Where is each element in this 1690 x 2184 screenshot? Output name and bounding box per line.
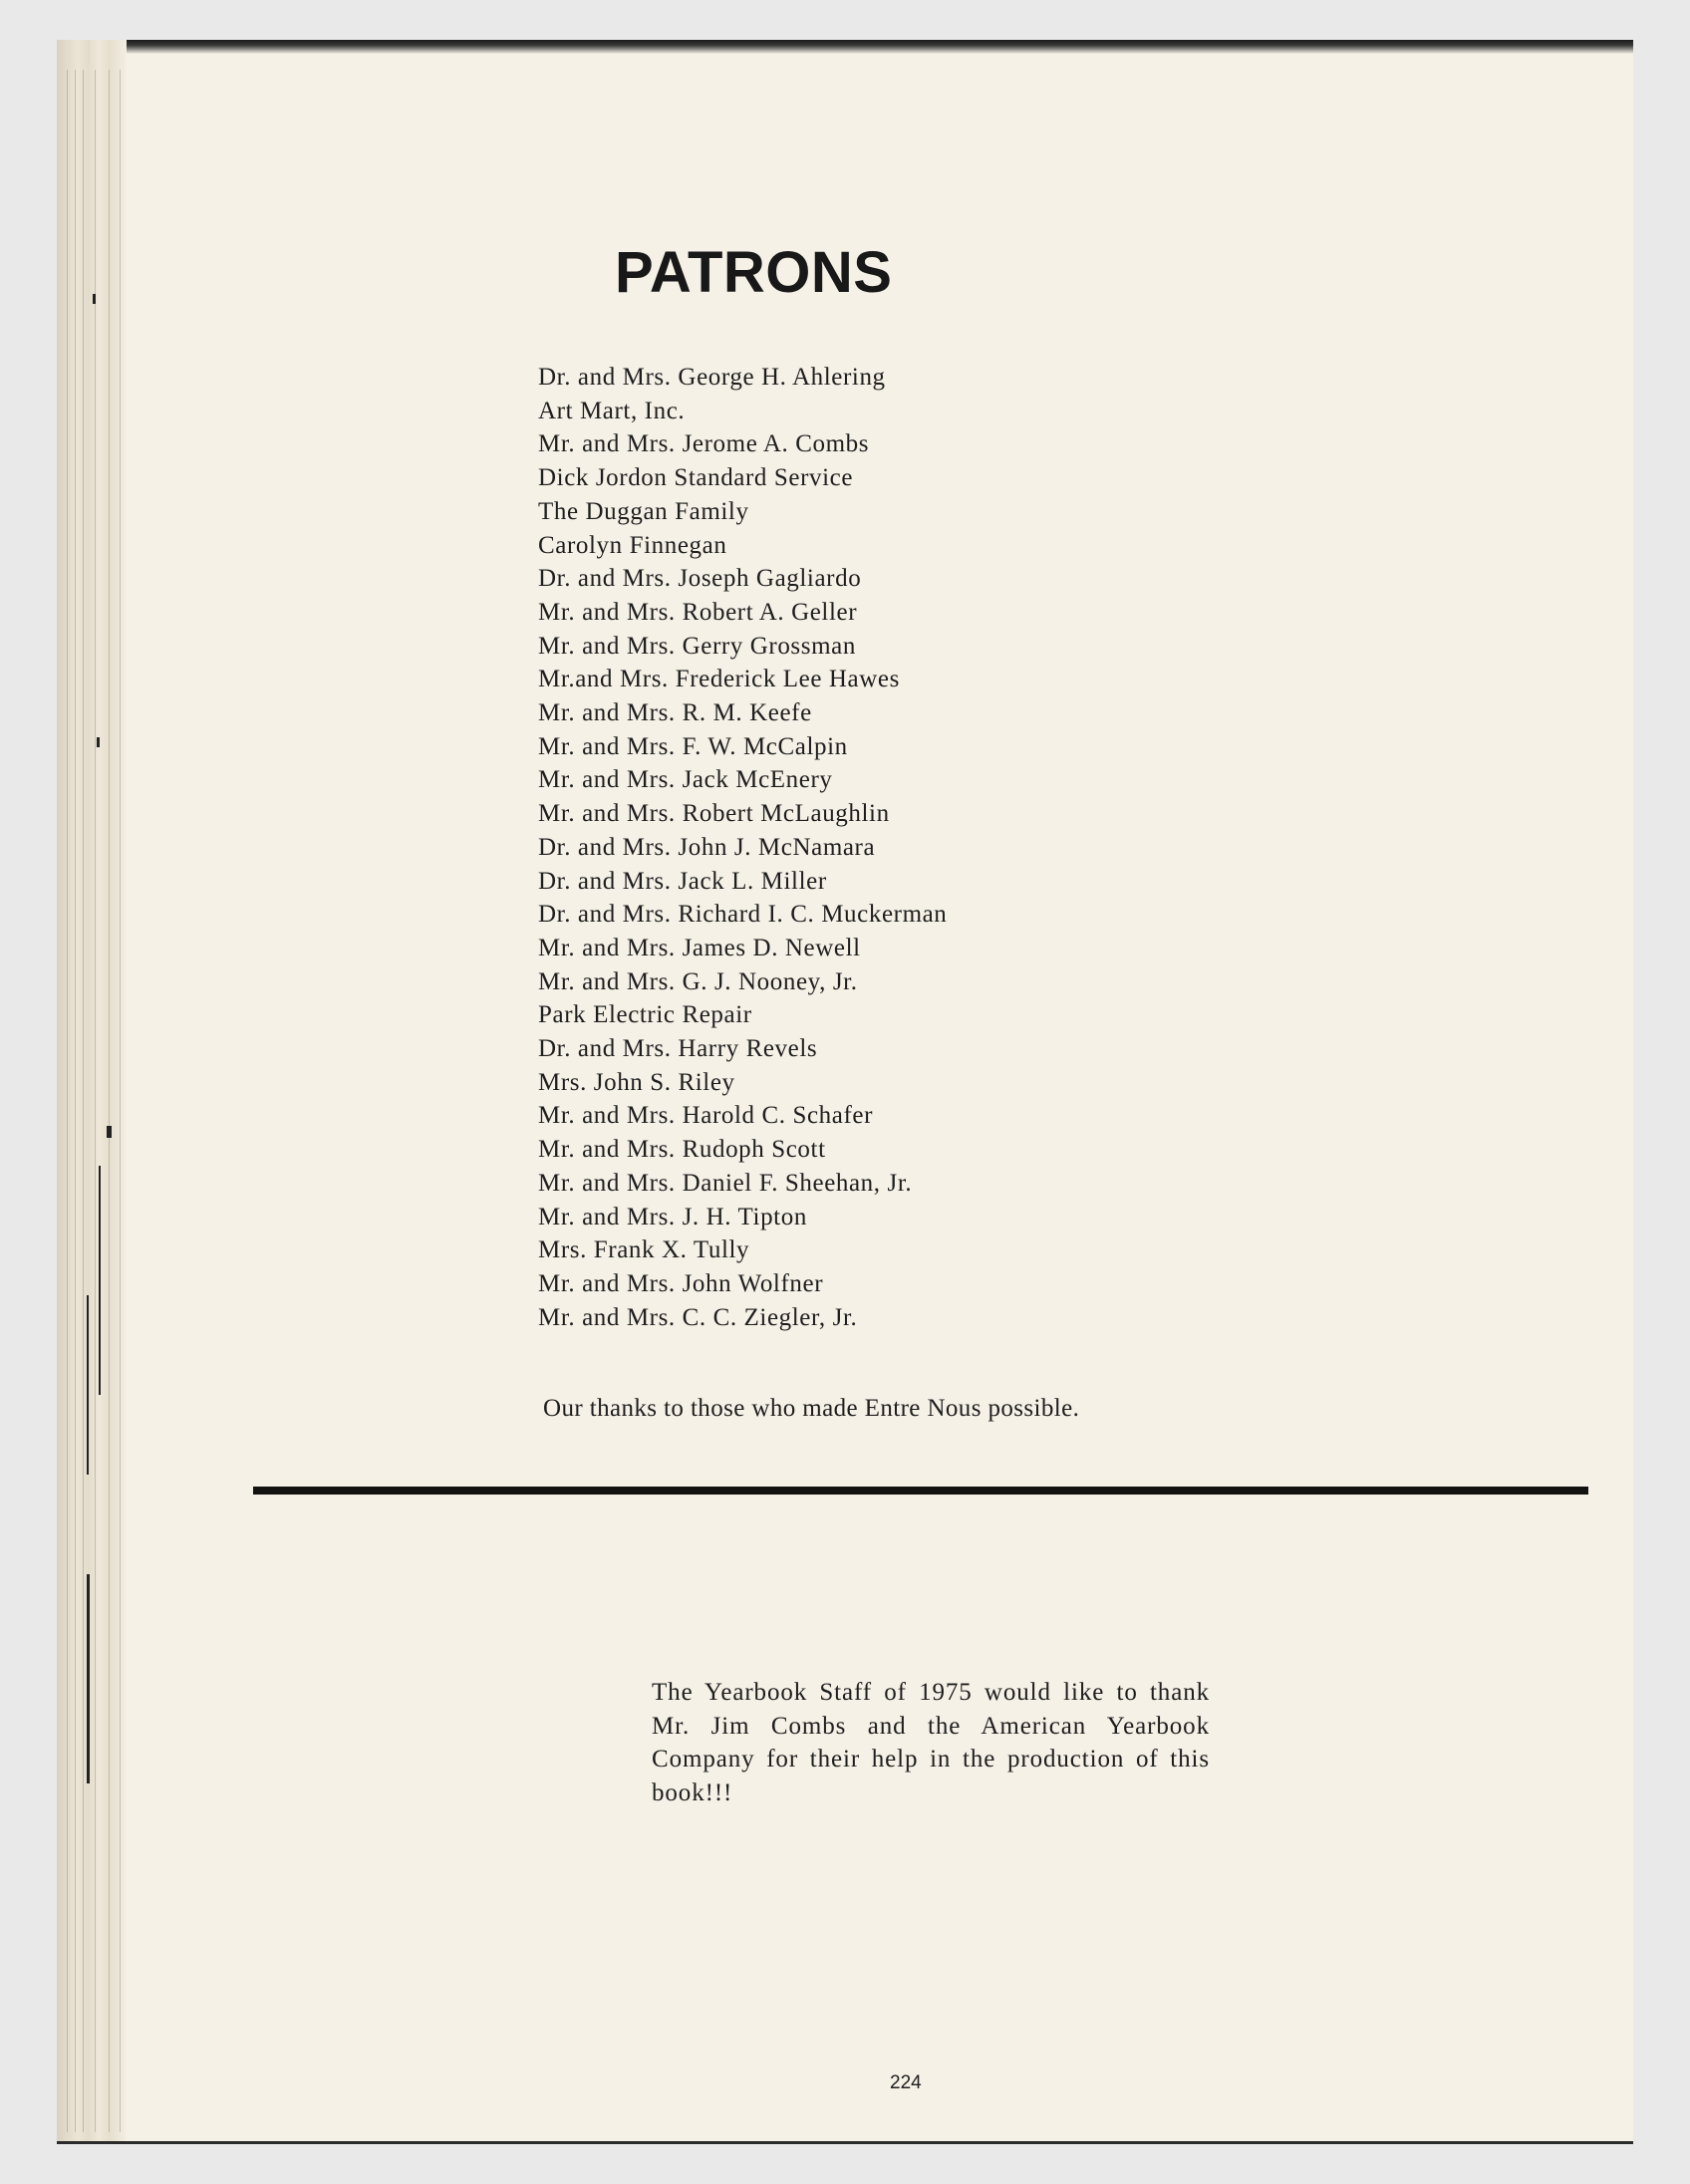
list-item: Mr. and Mrs. R. M. Keefe xyxy=(538,699,812,727)
spine-mark xyxy=(107,1126,112,1138)
list-item: Mr. and Mrs. Jack McEnery xyxy=(538,766,833,794)
list-item: Mrs. Frank X. Tully xyxy=(538,1236,750,1264)
yearbook-page xyxy=(57,40,1633,2144)
patron-list xyxy=(538,361,947,1334)
spine-mark xyxy=(87,1574,90,1783)
spine-line xyxy=(75,70,76,2132)
list-item: Mr. and Mrs. Jerome A. Combs xyxy=(538,430,870,458)
spine-line xyxy=(109,70,110,2132)
list-item: Mr. and Mrs. James D. Newell xyxy=(538,934,861,961)
page-top-shadow xyxy=(57,40,1633,54)
staff-acknowledgment: The Yearbook Staff of 1975 would like to thank Mr. Jim Combs and the American Yearbook Company for their help in the production of this book!!! xyxy=(652,1679,1210,1806)
spine-mark xyxy=(87,1295,89,1475)
list-item: Dr. and Mrs. Harry Revels xyxy=(538,1035,818,1063)
page-number: 224 xyxy=(890,2072,922,2093)
list-item: Art Mart, Inc. xyxy=(538,397,686,424)
list-item: Dr. and Mrs. George H. Ahlering xyxy=(538,364,886,391)
list-item: Dr. and Mrs. John J. McNamara xyxy=(538,833,876,861)
page-title: PATRONS xyxy=(615,240,893,305)
list-item: Park Electric Repair xyxy=(538,1001,752,1029)
list-item: Mr. and Mrs. John Wolfner xyxy=(538,1269,824,1297)
list-item: The Duggan Family xyxy=(538,497,749,525)
section-divider xyxy=(253,1487,1588,1495)
list-item: Dr. and Mrs. Jack L. Miller xyxy=(538,867,827,895)
spine-mark xyxy=(99,1166,101,1395)
thanks-note: Our thanks to those who made Entre Nous possible. xyxy=(543,1395,1080,1422)
list-item: Mr. and Mrs. Gerry Grossman xyxy=(538,632,856,660)
list-item: Mr. and Mrs. G. J. Nooney, Jr. xyxy=(538,967,858,995)
spine-line xyxy=(67,70,68,2132)
book-spine-edge xyxy=(57,40,127,2144)
list-item: Mr. and Mrs. Robert A. Geller xyxy=(538,598,858,626)
list-item: Mr. and Mrs. F. W. McCalpin xyxy=(538,732,848,760)
list-item: Mrs. John S. Riley xyxy=(538,1068,735,1096)
list-item: Mr. and Mrs. Harold C. Schafer xyxy=(538,1102,873,1130)
list-item: Mr. and Mrs. J. H. Tipton xyxy=(538,1203,807,1230)
spine-mark xyxy=(97,737,100,747)
spine-line xyxy=(95,70,96,2132)
spine-mark xyxy=(93,294,96,304)
list-item: Carolyn Finnegan xyxy=(538,531,727,559)
list-item: Mr. and Mrs. Robert McLaughlin xyxy=(538,800,890,828)
spine-line xyxy=(83,70,84,2132)
list-item: Dr. and Mrs. Richard I. C. Muckerman xyxy=(538,901,948,929)
spine-line xyxy=(120,70,121,2132)
list-item: Mr. and Mrs. Daniel F. Sheehan, Jr. xyxy=(538,1169,913,1197)
list-item: Mr.and Mrs. Frederick Lee Hawes xyxy=(538,666,900,693)
list-item: Mr. and Mrs. C. C. Ziegler, Jr. xyxy=(538,1303,858,1331)
list-item: Dick Jordon Standard Service xyxy=(538,464,854,492)
list-item: Mr. and Mrs. Rudoph Scott xyxy=(538,1136,826,1164)
page-bottom-edge xyxy=(57,2141,1633,2144)
list-item: Dr. and Mrs. Joseph Gagliardo xyxy=(538,565,862,593)
